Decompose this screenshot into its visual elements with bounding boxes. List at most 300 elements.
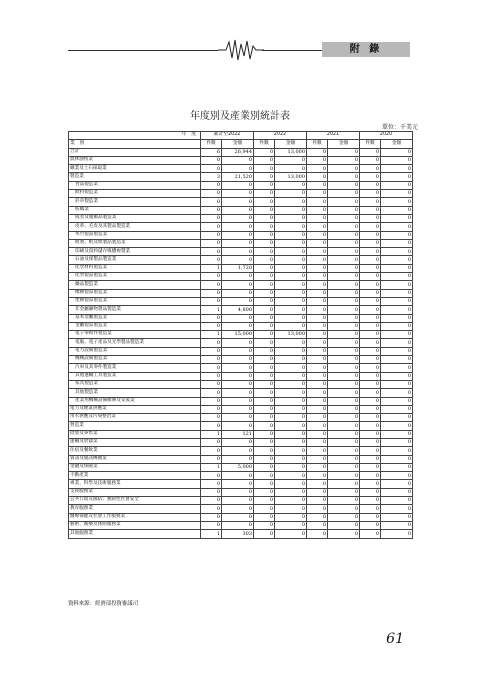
- sub-header: 件數: [254, 140, 275, 148]
- amount-cell: 303: [222, 530, 254, 538]
- count-cell: 0: [254, 438, 275, 446]
- count-cell: 0: [360, 463, 381, 471]
- count-cell: 0: [201, 356, 222, 364]
- amount-cell: 0: [222, 281, 254, 289]
- page-title: 年度別及產業別統計表: [190, 111, 290, 122]
- count-cell: 0: [254, 389, 275, 397]
- count-cell: 0: [254, 422, 275, 430]
- sub-header: 金額: [381, 140, 413, 148]
- count-cell: 0: [254, 347, 275, 355]
- amount-cell: 0: [328, 372, 360, 380]
- industry-label: 汽車及其零件製造業: [69, 364, 201, 372]
- table-row: [69, 380, 413, 388]
- amount-cell: 0: [275, 181, 307, 189]
- amount-cell: 0: [381, 380, 413, 388]
- count-cell: 0: [201, 480, 222, 488]
- amount-cell: 0: [222, 239, 254, 247]
- table-row: [69, 322, 413, 330]
- amount-cell: 0: [381, 297, 413, 305]
- amount-cell: 0: [275, 231, 307, 239]
- amount-cell: 0: [328, 173, 360, 181]
- amount-cell: 0: [222, 405, 254, 413]
- count-cell: 0: [254, 380, 275, 388]
- industry-label: 電力設備製造業: [69, 347, 201, 355]
- count-cell: 0: [201, 414, 222, 422]
- table-row: [69, 347, 413, 355]
- table-row: [69, 430, 413, 438]
- amount-cell: 0: [328, 239, 360, 247]
- amount-cell: 0: [328, 380, 360, 388]
- amount-cell: 0: [275, 281, 307, 289]
- amount-cell: 0: [275, 488, 307, 496]
- amount-cell: 0: [328, 513, 360, 521]
- count-cell: 0: [254, 513, 275, 521]
- amount-cell: 0: [328, 165, 360, 173]
- industry-label: 電腦、電子產品及光學製品製造業: [69, 339, 201, 347]
- table-row: [69, 214, 413, 222]
- amount-cell: 0: [381, 463, 413, 471]
- count-cell: 0: [201, 223, 222, 231]
- amount-cell: 0: [328, 497, 360, 505]
- amount-cell: 0: [381, 231, 413, 239]
- count-cell: 0: [254, 173, 275, 181]
- amount-cell: 0: [275, 347, 307, 355]
- count-cell: 1: [201, 430, 222, 438]
- count-cell: 0: [201, 281, 222, 289]
- amount-cell: 0: [328, 264, 360, 272]
- amount-cell: 0: [381, 198, 413, 206]
- amount-cell: 0: [275, 339, 307, 347]
- amount-cell: 0: [381, 356, 413, 364]
- amount-cell: 0: [328, 414, 360, 422]
- industry-label: 橡膠製品製造業: [69, 289, 201, 297]
- amount-cell: 15,000: [222, 331, 254, 339]
- count-cell: 0: [307, 405, 328, 413]
- count-cell: 1: [201, 331, 222, 339]
- count-cell: 0: [307, 488, 328, 496]
- count-cell: 0: [360, 488, 381, 496]
- count-cell: 0: [307, 397, 328, 405]
- count-cell: 0: [201, 472, 222, 480]
- industry-label: 產業用機械設備維修及安裝業: [69, 397, 201, 405]
- amount-cell: 0: [328, 306, 360, 314]
- amount-cell: 0: [328, 156, 360, 164]
- count-cell: 0: [254, 264, 275, 272]
- table-body: [69, 148, 413, 538]
- table-row: [69, 463, 413, 471]
- amount-cell: 0: [275, 530, 307, 538]
- count-cell: 0: [201, 513, 222, 521]
- sub-header: 件數: [201, 140, 222, 148]
- count-cell: 0: [201, 322, 222, 330]
- count-cell: 0: [360, 339, 381, 347]
- count-cell: 0: [360, 314, 381, 322]
- amount-cell: 0: [222, 447, 254, 455]
- count-cell: 0: [254, 306, 275, 314]
- amount-cell: 0: [381, 414, 413, 422]
- table-row: [69, 256, 413, 264]
- amount-cell: 0: [222, 198, 254, 206]
- count-cell: 0: [307, 364, 328, 372]
- count-cell: 0: [360, 505, 381, 513]
- count-cell: 0: [307, 331, 328, 339]
- table-row: [69, 198, 413, 206]
- count-cell: 0: [254, 455, 275, 463]
- amount-cell: 0: [275, 497, 307, 505]
- amount-cell: 0: [328, 480, 360, 488]
- count-cell: 0: [307, 505, 328, 513]
- amount-cell: 0: [222, 414, 254, 422]
- count-cell: 0: [360, 438, 381, 446]
- amount-cell: 0: [328, 214, 360, 222]
- amount-cell: 0: [381, 206, 413, 214]
- amount-cell: 0: [275, 397, 307, 405]
- sub-header: 金額: [275, 140, 307, 148]
- amount-cell: 0: [381, 480, 413, 488]
- industry-label: 用水供應及污染整治業: [69, 414, 201, 422]
- amount-cell: 0: [222, 190, 254, 198]
- amount-cell: 0: [275, 206, 307, 214]
- count-cell: 0: [254, 256, 275, 264]
- count-cell: 0: [360, 181, 381, 189]
- amount-cell: 0: [275, 389, 307, 397]
- amount-cell: 0: [381, 214, 413, 222]
- amount-cell: 0: [222, 422, 254, 430]
- count-cell: 0: [360, 497, 381, 505]
- table-row: [69, 248, 413, 256]
- count-cell: 0: [254, 190, 275, 198]
- count-cell: 0: [201, 364, 222, 372]
- table-row: [69, 314, 413, 322]
- count-cell: 0: [360, 231, 381, 239]
- amount-cell: 13,000: [275, 173, 307, 181]
- table-row: [69, 331, 413, 339]
- amount-cell: 0: [328, 339, 360, 347]
- table-row: [69, 364, 413, 372]
- count-cell: 0: [307, 438, 328, 446]
- statistics-table: [68, 131, 413, 539]
- amount-cell: 0: [328, 463, 360, 471]
- amount-cell: 121: [222, 430, 254, 438]
- amount-cell: 0: [328, 530, 360, 538]
- amount-cell: 0: [275, 414, 307, 422]
- count-cell: 0: [360, 165, 381, 173]
- amount-cell: 0: [381, 530, 413, 538]
- amount-cell: 0: [222, 397, 254, 405]
- count-cell: 0: [254, 372, 275, 380]
- amount-cell: 0: [381, 306, 413, 314]
- industry-label: 農林漁牧業: [69, 156, 201, 164]
- count-cell: 0: [360, 223, 381, 231]
- count-cell: 0: [254, 239, 275, 247]
- amount-cell: 0: [328, 231, 360, 239]
- industry-label: 其他製造業: [69, 389, 201, 397]
- amount-cell: 0: [328, 430, 360, 438]
- amount-cell: 0: [328, 488, 360, 496]
- amount-cell: 0: [275, 505, 307, 513]
- industry-label: 金融及保險業: [69, 463, 201, 471]
- amount-cell: 0: [222, 156, 254, 164]
- count-cell: 0: [254, 397, 275, 405]
- count-cell: 0: [201, 438, 222, 446]
- count-cell: 0: [360, 472, 381, 480]
- industry-label: 紙漿、紙及紙製品製造業: [69, 239, 201, 247]
- amount-cell: 0: [222, 513, 254, 521]
- count-cell: 0: [360, 364, 381, 372]
- count-cell: 0: [254, 447, 275, 455]
- count-cell: 0: [201, 380, 222, 388]
- industry-label: 紡織業: [69, 206, 201, 214]
- amount-cell: 0: [381, 497, 413, 505]
- industry-label: 非金屬礦物製品製造業: [69, 306, 201, 314]
- amount-cell: 0: [381, 256, 413, 264]
- amount-cell: 0: [328, 198, 360, 206]
- count-cell: 1: [201, 530, 222, 538]
- amount-cell: 0: [222, 356, 254, 364]
- count-cell: 3: [201, 173, 222, 181]
- count-cell: 0: [307, 414, 328, 422]
- amount-cell: 0: [275, 447, 307, 455]
- table-row: [69, 339, 413, 347]
- corner-label-industry: 業 別: [69, 140, 201, 148]
- amount-cell: 0: [328, 472, 360, 480]
- amount-cell: 0: [381, 181, 413, 189]
- amount-cell: 0: [275, 314, 307, 322]
- count-cell: 0: [307, 156, 328, 164]
- amount-cell: 0: [381, 322, 413, 330]
- count-cell: 0: [254, 289, 275, 297]
- amount-cell: 0: [222, 372, 254, 380]
- count-cell: 0: [360, 148, 381, 156]
- amount-cell: 0: [222, 214, 254, 222]
- table-row: [69, 389, 413, 397]
- amount-cell: 0: [328, 364, 360, 372]
- industry-label: 醫療保健及社會工作服務業: [69, 513, 201, 521]
- amount-cell: 0: [222, 364, 254, 372]
- count-cell: 0: [201, 156, 222, 164]
- amount-cell: 0: [381, 273, 413, 281]
- source-note: 資料來源：經濟部投資審議司: [68, 601, 139, 607]
- count-cell: 0: [307, 530, 328, 538]
- count-cell: 0: [254, 206, 275, 214]
- amount-cell: 0: [328, 273, 360, 281]
- table-row: [69, 497, 413, 505]
- amount-cell: 0: [328, 181, 360, 189]
- count-cell: 0: [201, 347, 222, 355]
- amount-cell: 0: [222, 231, 254, 239]
- count-cell: 0: [254, 198, 275, 206]
- count-cell: 0: [307, 314, 328, 322]
- amount-cell: 21,520: [222, 173, 254, 181]
- count-cell: 0: [254, 505, 275, 513]
- amount-cell: 0: [328, 297, 360, 305]
- count-cell: 0: [201, 422, 222, 430]
- count-cell: 0: [307, 497, 328, 505]
- amount-cell: 0: [275, 405, 307, 413]
- period-header: 2020: [360, 132, 413, 140]
- count-cell: 0: [254, 248, 275, 256]
- amount-cell: 0: [328, 256, 360, 264]
- count-cell: 0: [307, 372, 328, 380]
- count-cell: 0: [201, 372, 222, 380]
- period-header: 2021: [307, 132, 360, 140]
- amount-cell: 0: [275, 248, 307, 256]
- table-row: [69, 488, 413, 496]
- count-cell: 0: [254, 314, 275, 322]
- count-cell: 0: [307, 281, 328, 289]
- amount-cell: 0: [328, 331, 360, 339]
- amount-cell: 0: [328, 248, 360, 256]
- period-header: 2022: [254, 132, 307, 140]
- amount-cell: 0: [328, 281, 360, 289]
- amount-cell: 0: [275, 521, 307, 529]
- count-cell: 0: [360, 397, 381, 405]
- count-cell: 0: [254, 430, 275, 438]
- count-cell: 0: [360, 405, 381, 413]
- count-cell: 0: [360, 513, 381, 521]
- amount-cell: 0: [275, 190, 307, 198]
- amount-cell: 0: [381, 364, 413, 372]
- count-cell: 0: [254, 414, 275, 422]
- count-cell: 0: [360, 372, 381, 380]
- amount-cell: 0: [222, 223, 254, 231]
- amount-cell: 0: [381, 513, 413, 521]
- header-row-periods: [69, 132, 413, 140]
- industry-label: 住宿及餐飲業: [69, 447, 201, 455]
- count-cell: 0: [307, 447, 328, 455]
- count-cell: 0: [360, 190, 381, 198]
- count-cell: 0: [360, 530, 381, 538]
- amount-cell: 0: [328, 521, 360, 529]
- amount-cell: 0: [328, 356, 360, 364]
- industry-label: 塑膠製品製造業: [69, 297, 201, 305]
- industry-label: 支援服務業: [69, 488, 201, 496]
- amount-cell: 0: [275, 455, 307, 463]
- table-row: [69, 156, 413, 164]
- amount-cell: 0: [275, 463, 307, 471]
- section-tab: 附 錄: [322, 42, 410, 57]
- industry-label: 其他運輸工具製造業: [69, 372, 201, 380]
- count-cell: 0: [307, 380, 328, 388]
- count-cell: 0: [307, 256, 328, 264]
- amount-cell: 0: [381, 314, 413, 322]
- count-cell: 0: [307, 463, 328, 471]
- header-row-measures: [69, 140, 413, 148]
- amount-cell: 0: [222, 165, 254, 173]
- table-row: [69, 438, 413, 446]
- count-cell: 0: [254, 273, 275, 281]
- count-cell: 0: [307, 339, 328, 347]
- count-cell: 1: [201, 306, 222, 314]
- amount-cell: 0: [275, 289, 307, 297]
- count-cell: 0: [307, 306, 328, 314]
- amount-cell: 0: [222, 181, 254, 189]
- table-row: [69, 148, 413, 156]
- industry-label: 印刷及資料儲存媒體複製業: [69, 248, 201, 256]
- table-row: [69, 472, 413, 480]
- amount-cell: 0: [275, 198, 307, 206]
- count-cell: 0: [307, 513, 328, 521]
- amount-cell: 0: [222, 314, 254, 322]
- table-row: [69, 306, 413, 314]
- header-rule-right: [262, 50, 322, 51]
- count-cell: 0: [360, 264, 381, 272]
- amount-cell: 0: [275, 297, 307, 305]
- count-cell: 0: [360, 356, 381, 364]
- amount-cell: 0: [222, 389, 254, 397]
- table-row: [69, 480, 413, 488]
- count-cell: 0: [254, 405, 275, 413]
- sub-header: 金額: [328, 140, 360, 148]
- industry-label: 藥品製造業: [69, 281, 201, 289]
- industry-label: 公共行政及國防；強制性社會安全: [69, 497, 201, 505]
- amount-cell: 0: [381, 347, 413, 355]
- count-cell: 0: [360, 214, 381, 222]
- industry-label: 菸草製造業: [69, 198, 201, 206]
- count-cell: 0: [360, 455, 381, 463]
- amount-cell: 0: [275, 264, 307, 272]
- amount-cell: 0: [275, 380, 307, 388]
- table-row: [69, 530, 413, 538]
- amount-cell: 0: [328, 397, 360, 405]
- table-row: [69, 231, 413, 239]
- count-cell: 0: [307, 181, 328, 189]
- count-cell: 0: [254, 364, 275, 372]
- count-cell: 0: [201, 497, 222, 505]
- amount-cell: 0: [381, 190, 413, 198]
- industry-label: 批發及零售業: [69, 430, 201, 438]
- count-cell: 0: [201, 190, 222, 198]
- count-cell: 0: [201, 231, 222, 239]
- count-cell: 0: [307, 347, 328, 355]
- amount-cell: 0: [328, 148, 360, 156]
- table-row: [69, 414, 413, 422]
- count-cell: 0: [201, 521, 222, 529]
- count-cell: 0: [201, 206, 222, 214]
- amount-cell: 0: [328, 347, 360, 355]
- amount-cell: 0: [381, 339, 413, 347]
- count-cell: 0: [360, 422, 381, 430]
- amount-cell: 0: [328, 389, 360, 397]
- amount-cell: 0: [275, 472, 307, 480]
- industry-label: 資訊及通訊傳播業: [69, 455, 201, 463]
- amount-cell: 0: [222, 322, 254, 330]
- amount-cell: 0: [328, 190, 360, 198]
- amount-cell: 0: [275, 306, 307, 314]
- unit-label: 單位：千美元: [381, 124, 418, 131]
- count-cell: 0: [360, 256, 381, 264]
- amount-cell: 0: [381, 331, 413, 339]
- count-cell: 0: [360, 389, 381, 397]
- industry-label: 化學材料製造業: [69, 264, 201, 272]
- count-cell: 0: [360, 380, 381, 388]
- table-row: [69, 422, 413, 430]
- count-cell: 0: [201, 297, 222, 305]
- count-cell: 0: [307, 190, 328, 198]
- count-cell: 0: [307, 264, 328, 272]
- amount-cell: 0: [222, 480, 254, 488]
- amount-cell: 0: [381, 438, 413, 446]
- amount-cell: 13,000: [275, 331, 307, 339]
- count-cell: 0: [307, 198, 328, 206]
- industry-label: 礦業及土石採取業: [69, 165, 201, 173]
- count-cell: 0: [307, 430, 328, 438]
- amount-cell: 0: [381, 372, 413, 380]
- count-cell: 0: [201, 289, 222, 297]
- amount-cell: 0: [222, 206, 254, 214]
- table-row: [69, 513, 413, 521]
- amount-cell: 0: [381, 239, 413, 247]
